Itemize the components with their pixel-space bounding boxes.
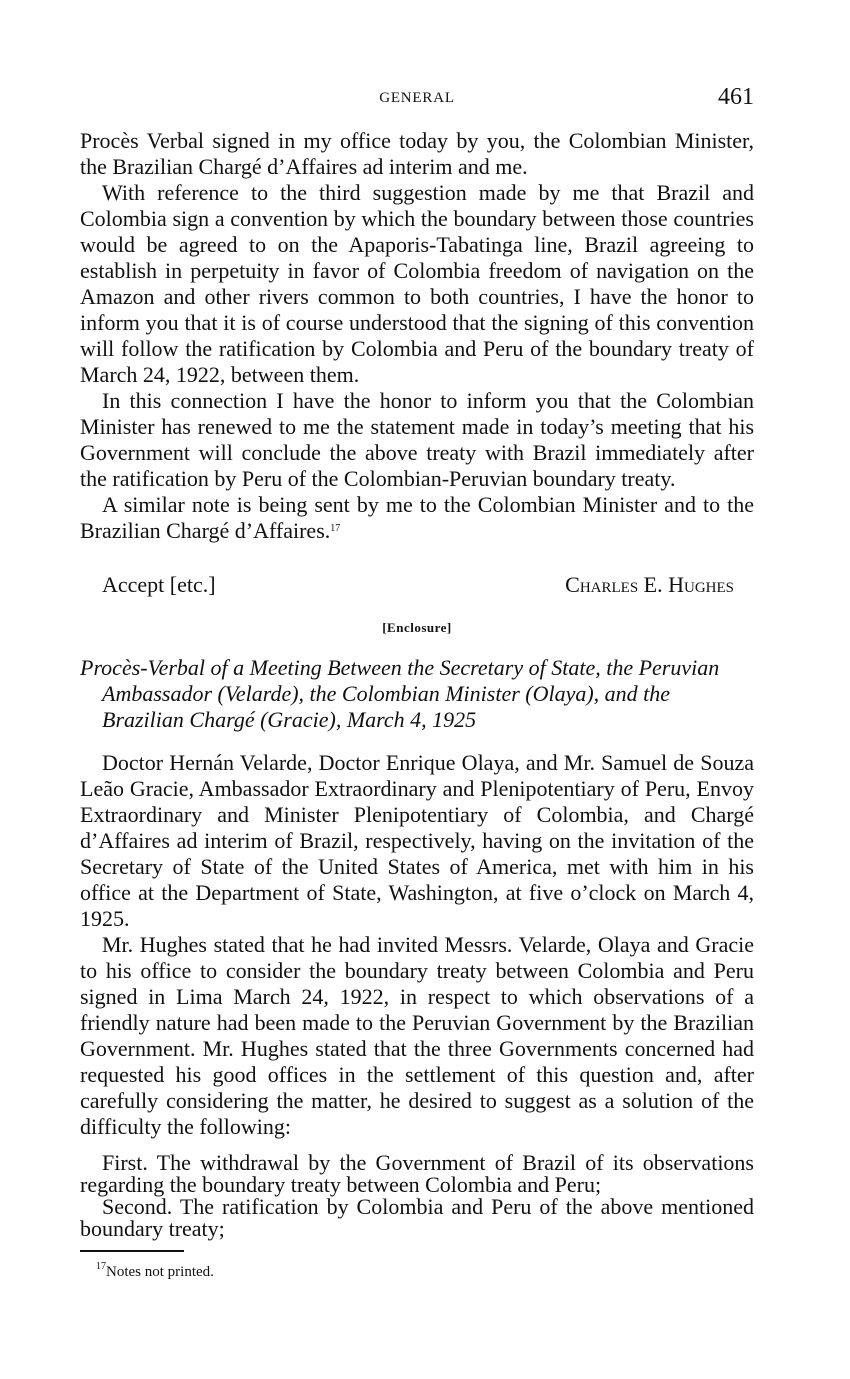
proces-verbal-title: Procès-Verbal of a Meeting Between the Secretary of State, the Peruvian Ambassador (Velarde), the Colombian Minister (Olaya), and the Brazilian Chargé (Gracie), March 4, 1925 [80, 655, 720, 732]
proces-verbal-paragraph-2: Mr. Hughes stated that he had invited Messrs. Velarde, Olaya and Gracie to his office to consider the boundary treaty between Colombia and Peru signed in Lima March 24, 1922, in respect to which observations of a friendly nature had been made to the Peruvian Government by the Brazilian Government. Mr. Hughes stated that the three Governments concerned had requested his good offices in the settlement of this question and, after carefully considering the matter, he desired to suggest as a solution of the difficulty the following: [80, 932, 754, 1139]
letter-paragraph-4 [80, 492, 754, 544]
page-number: 461 [718, 84, 754, 110]
footnote-reference[interactable]: 17 [330, 523, 341, 534]
letter-paragraph-4-text: A similar note is being sent by me to the Colombian Minister and to the Brazilian Chargé d’Affaires. [80, 492, 754, 543]
footnote [96, 1261, 214, 1281]
letter-paragraph-2: With reference to the third suggestion made by me that Brazil and Colombia sign a convention by which the boundary between those countries would be agreed to on the Apaporis-Tabatinga line, Brazil agreeing to establish in perpetuity in favor of Colombia freedom of navigation on the Amazon and other rivers common to both countries, I have the honor to inform you that it is of course understood that the signing of this convention will follow the ratification by Colombia and Peru of the boundary treaty of March 24, 1922, between them. [80, 180, 754, 387]
footnote-divider [80, 1250, 184, 1252]
proces-verbal-body [80, 750, 754, 1140]
enclosure-label: [Enclosure] [382, 620, 452, 635]
footnote-text: Notes not printed. [106, 1264, 214, 1280]
footnote-marker: 17 [96, 1261, 106, 1272]
running-head: GENERAL [379, 90, 455, 106]
letter-paragraph-1: Procès Verbal signed in my office today by you, the Colombian Minister, the Brazilian Chargé d’Affaires ad interim and me. [80, 128, 754, 179]
letter-paragraph-3: In this connection I have the honor to inform you that the Colombian Minister has renewed to me the statement made in today’s meeting that his Government will conclude the above treaty with Brazil immediately after the ratification by Peru of the Colombian-Peruvian boundary treaty. [80, 388, 754, 491]
page-header [80, 84, 754, 116]
suggestions-list [80, 1152, 754, 1240]
suggestion-second: Second. The ratification by Colombia and Peru of the above mentioned boundary treaty; [80, 1194, 754, 1241]
closing-text: Accept [etc.] [102, 572, 216, 597]
letter-body [80, 128, 754, 544]
suggestion-first: First. The withdrawal by the Government of Brazil of its observations regarding the boundary treaty between Colombia and Peru; [80, 1150, 754, 1197]
signature: Charles E. Hughes [565, 572, 734, 597]
proces-verbal-paragraph-1: Doctor Hernán Velarde, Doctor Enrique Olaya, and Mr. Samuel de Souza Leão Gracie, Ambassador Extraordinary and Plenipotentiary of Peru, Envoy Extraordinary and Minister Plenipotentiary of Colombia, and Chargé d’Affaires ad interim of Brazil, respectively, having on the invitation of the Secretary of State of the United States of America, met with him in his office at the Department of State, Washington, at five o’clock on March 4, 1925. [80, 750, 754, 931]
